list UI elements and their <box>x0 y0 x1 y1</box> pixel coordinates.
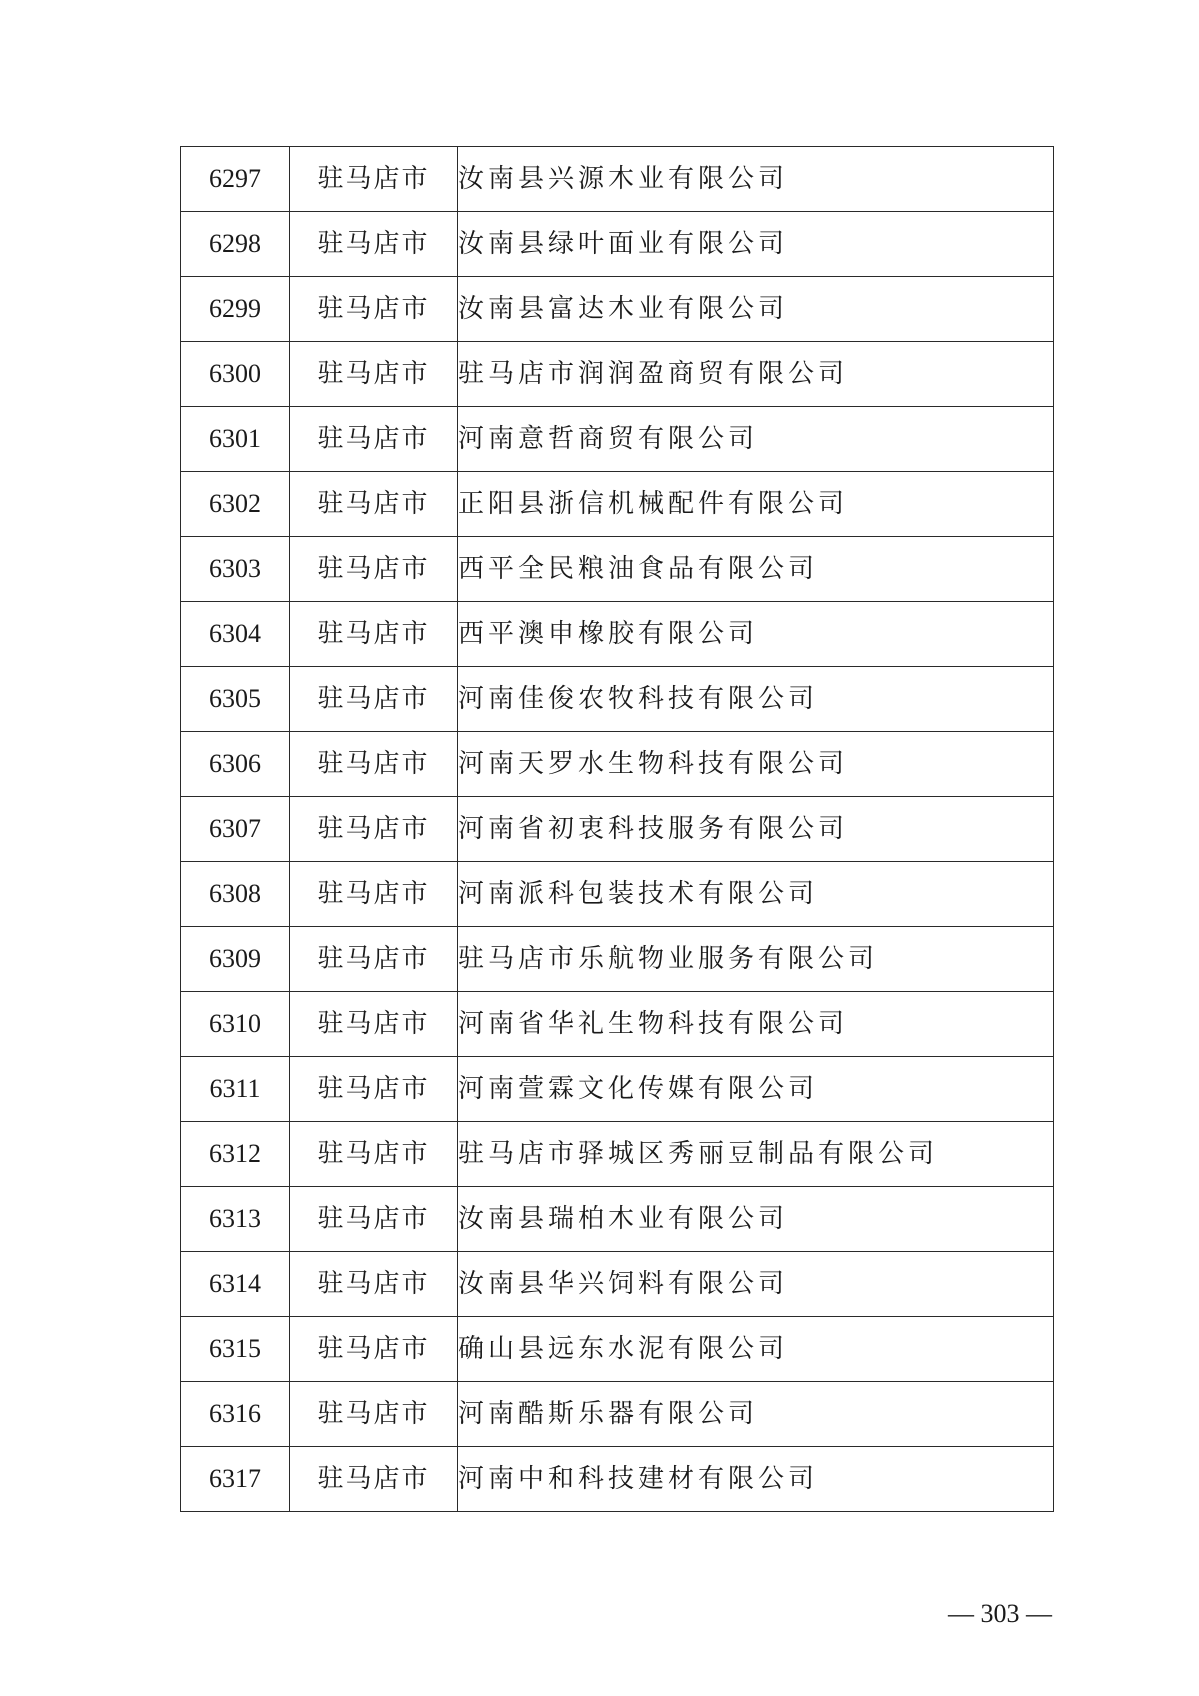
city-cell: 驻马店市 <box>290 537 458 602</box>
row-number-cell: 6311 <box>181 1057 290 1122</box>
table-row <box>181 407 1054 472</box>
company-name-cell: 河南意哲商贸有限公司 <box>458 407 1054 472</box>
company-name-cell: 西平澳申橡胶有限公司 <box>458 602 1054 667</box>
city-cell: 驻马店市 <box>290 602 458 667</box>
row-number-cell: 6305 <box>181 667 290 732</box>
city-cell: 驻马店市 <box>290 797 458 862</box>
company-name-cell: 驻马店市润润盈商贸有限公司 <box>458 342 1054 407</box>
row-number-cell: 6312 <box>181 1122 290 1187</box>
company-name-cell: 西平全民粮油食品有限公司 <box>458 537 1054 602</box>
page-number: — 303 — <box>948 1599 1052 1628</box>
row-number-cell: 6310 <box>181 992 290 1057</box>
table-row <box>181 1382 1054 1447</box>
city-cell: 驻马店市 <box>290 1382 458 1447</box>
company-name-cell: 汝南县富达木业有限公司 <box>458 277 1054 342</box>
table-row <box>181 1057 1054 1122</box>
city-cell: 驻马店市 <box>290 1122 458 1187</box>
row-number-cell: 6300 <box>181 342 290 407</box>
company-name-cell: 汝南县华兴饲料有限公司 <box>458 1252 1054 1317</box>
city-cell: 驻马店市 <box>290 472 458 537</box>
row-number-cell: 6306 <box>181 732 290 797</box>
city-cell: 驻马店市 <box>290 732 458 797</box>
company-name-cell: 汝南县兴源木业有限公司 <box>458 147 1054 212</box>
table-row <box>181 732 1054 797</box>
city-cell: 驻马店市 <box>290 342 458 407</box>
company-name-cell: 河南佳俊农牧科技有限公司 <box>458 667 1054 732</box>
city-cell: 驻马店市 <box>290 992 458 1057</box>
row-number-cell: 6297 <box>181 147 290 212</box>
row-number-cell: 6307 <box>181 797 290 862</box>
company-name-cell: 河南省华礼生物科技有限公司 <box>458 992 1054 1057</box>
row-number-cell: 6298 <box>181 212 290 277</box>
city-cell: 驻马店市 <box>290 212 458 277</box>
table-row <box>181 1252 1054 1317</box>
company-name-cell: 河南天罗水生物科技有限公司 <box>458 732 1054 797</box>
table-row <box>181 1187 1054 1252</box>
table-row <box>181 797 1054 862</box>
company-name-cell: 驻马店市乐航物业服务有限公司 <box>458 927 1054 992</box>
company-name-cell: 正阳县浙信机械配件有限公司 <box>458 472 1054 537</box>
table-row <box>181 472 1054 537</box>
row-number-cell: 6316 <box>181 1382 290 1447</box>
city-cell: 驻马店市 <box>290 407 458 472</box>
row-number-cell: 6301 <box>181 407 290 472</box>
table-row <box>181 602 1054 667</box>
row-number-cell: 6304 <box>181 602 290 667</box>
row-number-cell: 6317 <box>181 1447 290 1512</box>
city-cell: 驻马店市 <box>290 667 458 732</box>
city-cell: 驻马店市 <box>290 862 458 927</box>
table-row <box>181 1447 1054 1512</box>
row-number-cell: 6308 <box>181 862 290 927</box>
row-number-cell: 6299 <box>181 277 290 342</box>
company-name-cell: 汝南县瑞柏木业有限公司 <box>458 1187 1054 1252</box>
table-row <box>181 927 1054 992</box>
row-number-cell: 6302 <box>181 472 290 537</box>
city-cell: 驻马店市 <box>290 277 458 342</box>
table-row <box>181 277 1054 342</box>
row-number-cell: 6303 <box>181 537 290 602</box>
table-row <box>181 342 1054 407</box>
row-number-cell: 6309 <box>181 927 290 992</box>
company-name-cell: 河南派科包装技术有限公司 <box>458 862 1054 927</box>
company-name-cell: 河南省初衷科技服务有限公司 <box>458 797 1054 862</box>
table-row <box>181 992 1054 1057</box>
city-cell: 驻马店市 <box>290 147 458 212</box>
table-row <box>181 147 1054 212</box>
company-name-cell: 汝南县绿叶面业有限公司 <box>458 212 1054 277</box>
city-cell: 驻马店市 <box>290 1252 458 1317</box>
company-name-cell: 河南萱霖文化传媒有限公司 <box>458 1057 1054 1122</box>
table-row <box>181 667 1054 732</box>
city-cell: 驻马店市 <box>290 927 458 992</box>
company-list-table <box>180 146 1054 1512</box>
company-name-cell: 驻马店市驿城区秀丽豆制品有限公司 <box>458 1122 1054 1187</box>
company-name-cell: 确山县远东水泥有限公司 <box>458 1317 1054 1382</box>
company-name-cell: 河南中和科技建材有限公司 <box>458 1447 1054 1512</box>
company-name-cell: 河南酷斯乐器有限公司 <box>458 1382 1054 1447</box>
table-row <box>181 862 1054 927</box>
city-cell: 驻马店市 <box>290 1187 458 1252</box>
table-row <box>181 1317 1054 1382</box>
city-cell: 驻马店市 <box>290 1317 458 1382</box>
table-row <box>181 537 1054 602</box>
row-number-cell: 6314 <box>181 1252 290 1317</box>
table-row <box>181 212 1054 277</box>
city-cell: 驻马店市 <box>290 1447 458 1512</box>
row-number-cell: 6315 <box>181 1317 290 1382</box>
city-cell: 驻马店市 <box>290 1057 458 1122</box>
table-body <box>181 147 1054 1512</box>
table-row <box>181 1122 1054 1187</box>
row-number-cell: 6313 <box>181 1187 290 1252</box>
